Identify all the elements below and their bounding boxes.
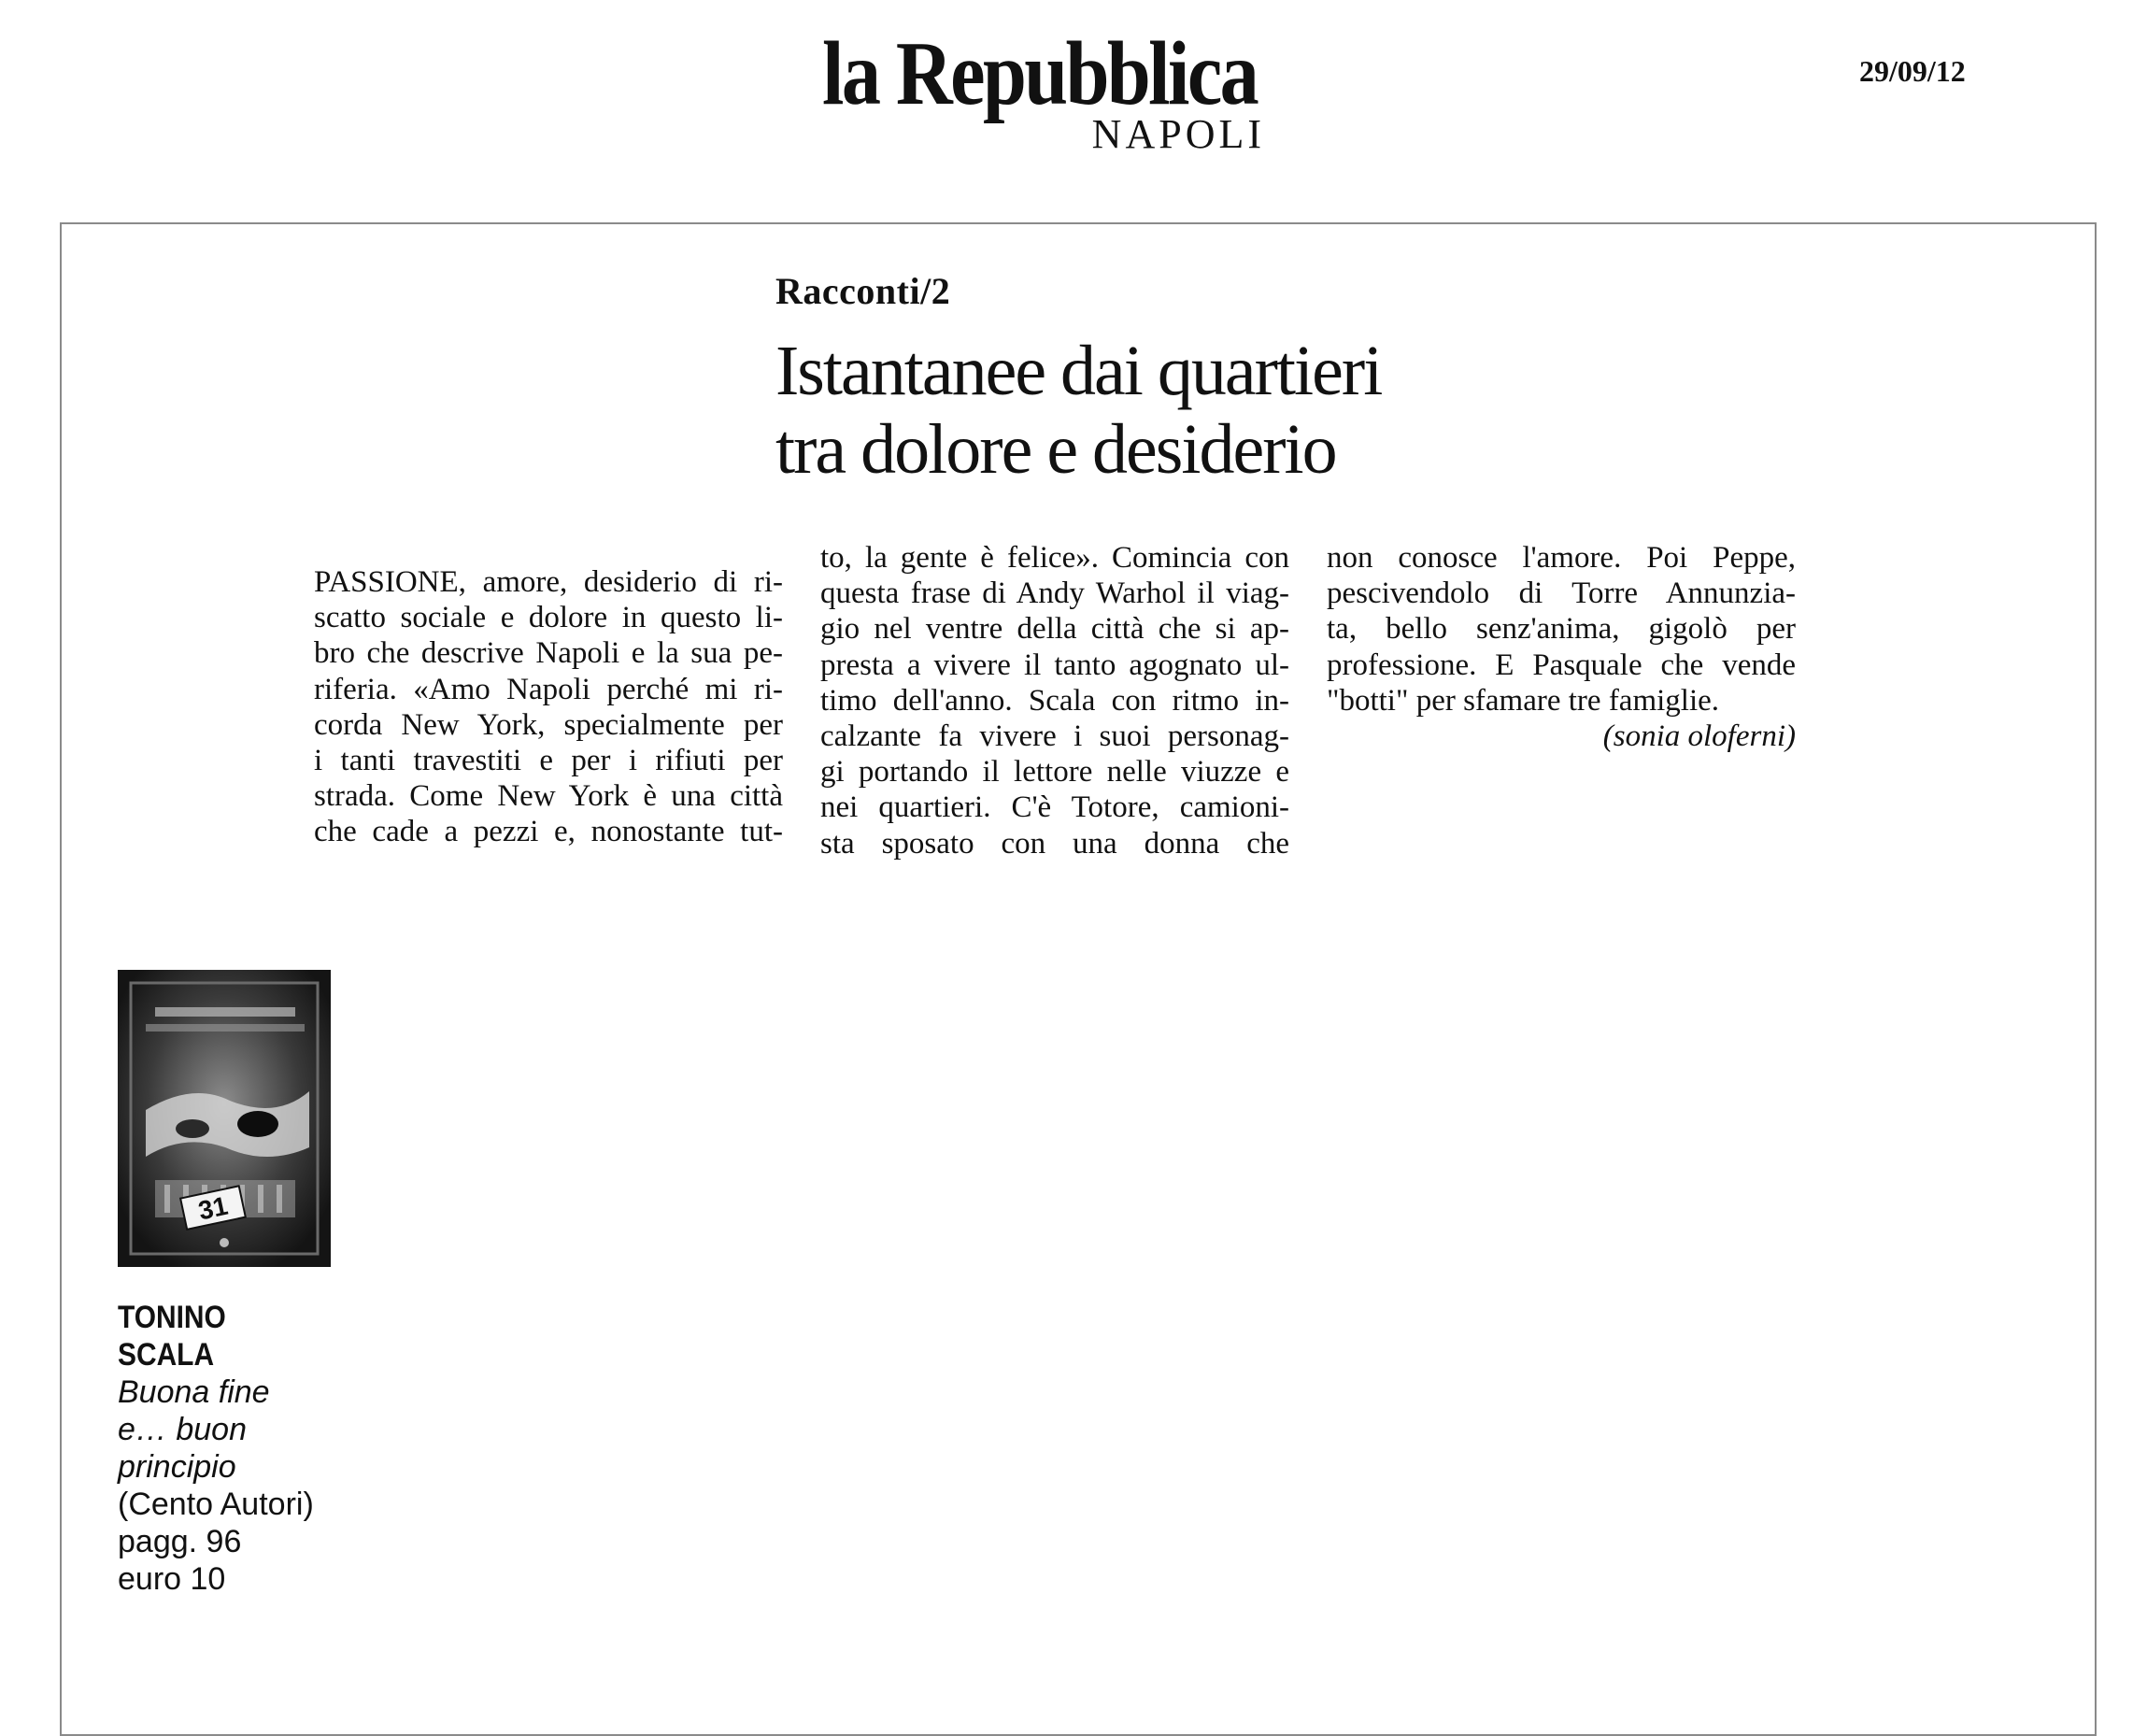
text-line: gio nel ventre della città che si ap-	[820, 612, 1289, 647]
headline-line: tra dolore e desiderio	[775, 410, 1336, 489]
text-line: nei quartieri. C'è Totore, camioni-	[820, 790, 1289, 825]
text-line: presta a vivere il tanto agognato ul-	[820, 647, 1289, 682]
text-line: non conosce l'amore. Poi Peppe,	[1327, 541, 1796, 575]
text-line: questa frase di Andy Warhol il viag-	[820, 576, 1289, 611]
author-signature: (sonia oloferni)	[1602, 719, 1796, 754]
book-author-line: SCALA	[118, 1337, 215, 1373]
text-line: che cade a pezzi e, nonostante tut-	[314, 815, 783, 849]
book-publisher: (Cento Autori)	[118, 1487, 314, 1522]
book-info	[118, 1299, 361, 1598]
text-line: bro che descrive Napoli e la sua pe-	[314, 636, 783, 671]
text-line: strada. Come New York è una città	[314, 779, 783, 814]
text-line: riferia. «Amo Napoli perché mi ri-	[314, 672, 783, 706]
text-line: corda New York, specialmente per	[314, 707, 783, 742]
book-cover-image	[118, 970, 331, 1267]
cover-number: 31	[195, 1190, 231, 1226]
article-column-3	[1327, 540, 1796, 754]
book-title-line: principio	[118, 1449, 236, 1485]
book-price: euro 10	[118, 1561, 226, 1597]
book-cover-illustration	[118, 970, 331, 1267]
newspaper-edition: NAPOLI	[1091, 111, 1265, 157]
book-title-line: e… buon	[118, 1412, 247, 1447]
article-column-2	[820, 540, 1289, 861]
issue-date: 29/09/12	[1859, 54, 1966, 88]
masthead	[822, 23, 1271, 157]
text-line: PASSIONE, amore, desiderio di ri-	[314, 565, 783, 599]
text-line: ta, bello senz'anima, gigolò per	[1327, 612, 1796, 647]
text-line: timo dell'anno. Scala con ritmo in-	[820, 683, 1289, 718]
text-line: professione. E Pasquale che vende	[1327, 647, 1796, 682]
text-line: sta sposato con una donna che	[820, 826, 1289, 861]
text-line: "botti" per sfamare tre famiglie.	[1327, 683, 1720, 718]
text-line: pescivendolo di Torre Annunzia-	[1327, 576, 1796, 611]
book-author-line: TONINO	[118, 1300, 226, 1335]
text-line: gi portando il lettore nelle viuzze e	[820, 755, 1289, 790]
book-title-line: Buona fine	[118, 1374, 270, 1410]
text-line: scatto sociale e dolore in questo li-	[314, 601, 783, 635]
headline	[775, 332, 1616, 489]
text-line: i tanti travestiti e per i rifiuti per	[314, 744, 783, 778]
text-line: calzante fa vivere i suoi personag-	[820, 719, 1289, 754]
article-column-1	[314, 564, 783, 850]
text-line: to, la gente è felice». Comincia con	[820, 541, 1289, 575]
book-pages: pagg. 96	[118, 1524, 242, 1559]
newspaper-name: la Repubblica	[822, 23, 1258, 124]
section-kicker: Racconti/2	[775, 270, 951, 312]
headline-line: Istantanee dai quartieri	[775, 332, 1382, 410]
